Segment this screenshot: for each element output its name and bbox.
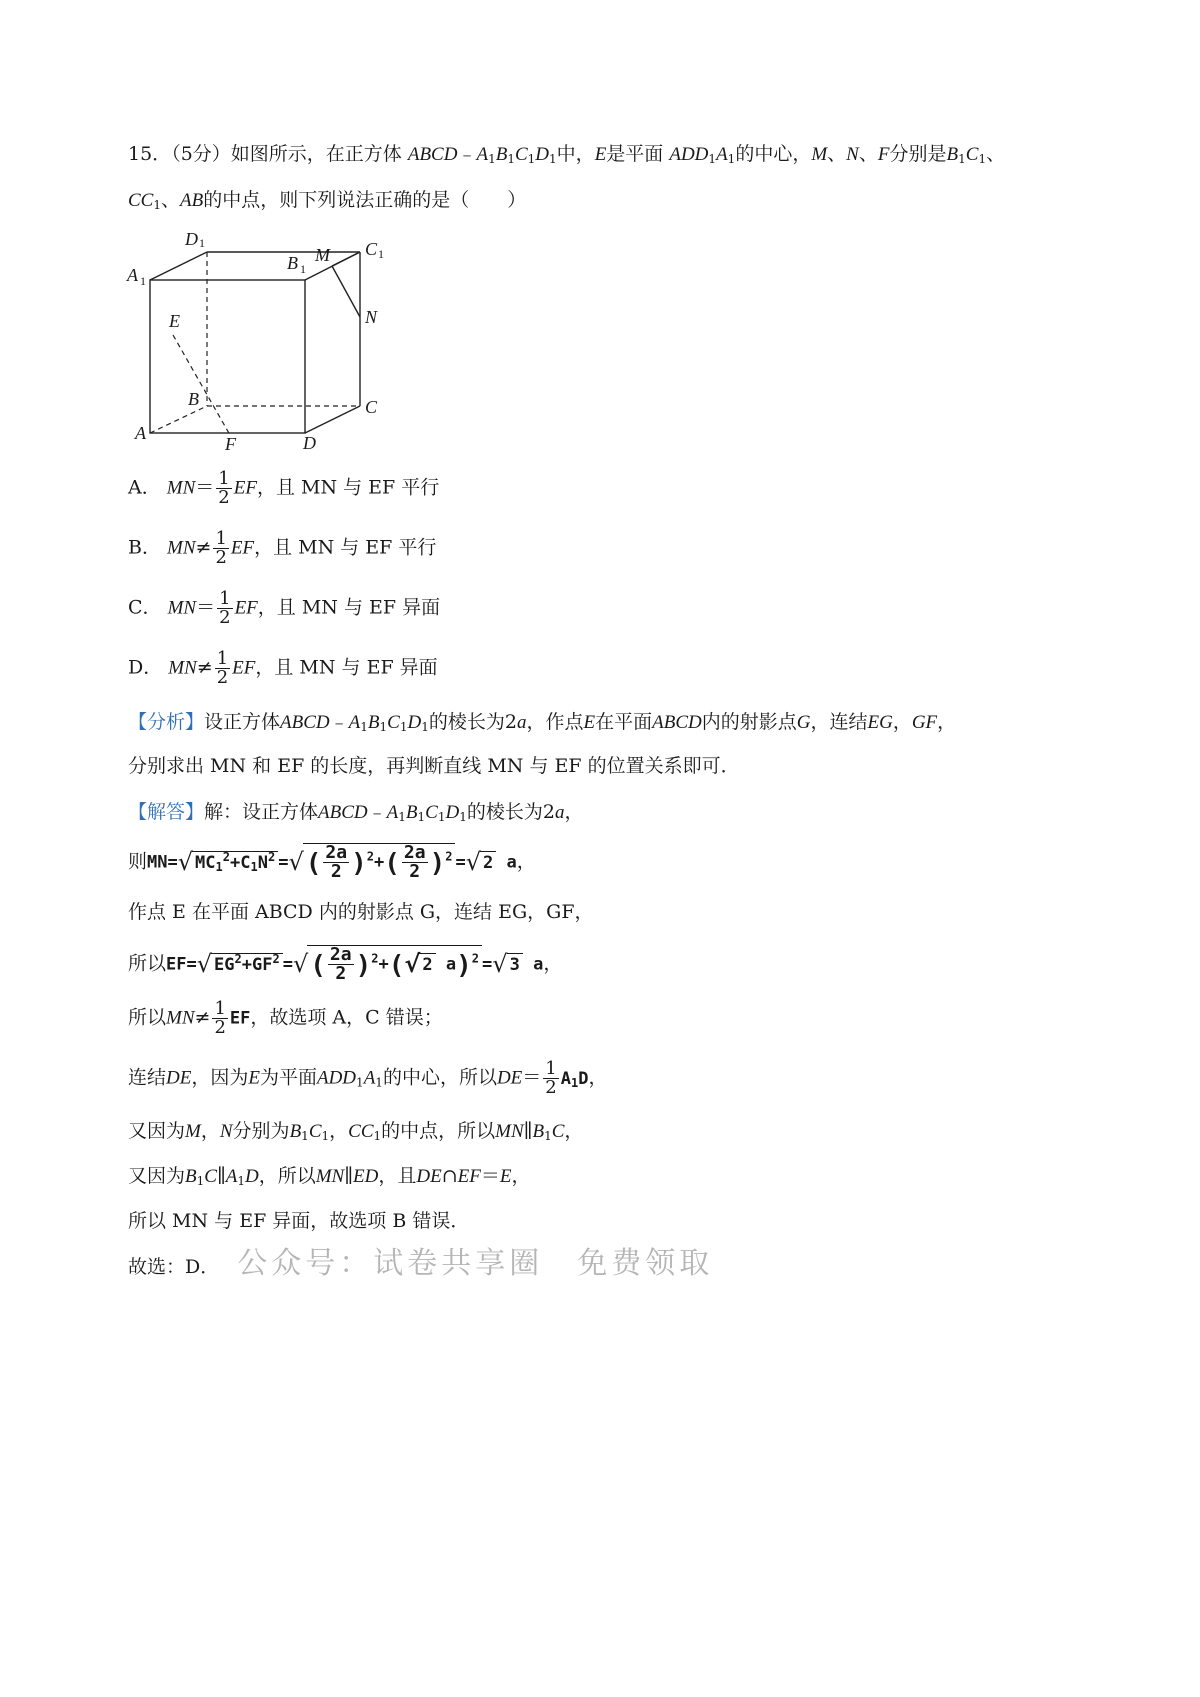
label-A1: A (127, 265, 138, 285)
option-a: A． MN＝ $\frac{1}{2}$ EF，且 MN 与 EF 平行 (128, 468, 440, 508)
label-M: M (315, 245, 330, 265)
label-B: B (188, 389, 199, 409)
solution-line-5: 所以MN≠ $\frac{1}{2}$ EF，故选项 A，C 错误； (128, 998, 443, 1038)
question-line-1: 15．（5分）如图所示，在正方体 $ABCD﹣A_1B_1C_1D_1$中，E是平面 $ADD_1A_1$的中心，M、N、F分别是$B_1C_1$、 (128, 143, 1006, 166)
option-d: D． MN≠ $\frac{1}{2}$ EF，且 MN 与 EF 异面 (128, 648, 438, 688)
label-B1: B (287, 253, 298, 273)
question-line-2: $CC_1$、AB的中点，则下列说法正确的是（ ） (128, 189, 527, 212)
watermark: 公众号：试卷共享圈 免费领取 (237, 1246, 714, 1281)
solution-mn-formula: 则MN=√ $MC_1^2+C_1N^2$ =√( $\frac{2a}{2}$ )$^2$+( $\frac{2a}{2}$ )$^2$ =√ 2 a， (128, 842, 536, 882)
svg-text:1: 1 (140, 274, 146, 288)
question-score: （5分） (171, 143, 231, 165)
label-F: F (225, 434, 236, 454)
label-N: N (365, 307, 378, 327)
solution-line-7: 又因为M，N分别为$B_1C_1$，$CC_1$的中点，所以$MN\parallel B_1C$， (128, 1120, 584, 1143)
solution-line-3: 作点 E 在平面 ABCD 内的射影点 G，连结 EG，GF， (128, 901, 594, 923)
label-D1: D (185, 229, 198, 249)
svg-text:1: 1 (378, 247, 384, 261)
analysis-line-2: 分别求出 MN 和 EF 的长度，再判断直线 MN 与 EF 的位置关系即可． (128, 755, 740, 777)
label-E: E (169, 311, 180, 331)
option-b: B． MN≠ $\frac{1}{2}$ EF，且 MN 与 EF 平行 (128, 528, 437, 568)
svg-text:1: 1 (199, 236, 205, 250)
solution-line-6: 连结DE，因为E为平面$ADD_1A_1$的中心，所以DE＝ $\frac{1}{2}$ $A_1D$， (128, 1058, 608, 1098)
question-number: 15． (128, 143, 172, 165)
analysis-line-1: 【分析】设正方体$ABCD﹣A_1B_1C_1D_1$的棱长为2a，作点E在平面ABCD内的射影点G，连结EG，GF， (128, 711, 957, 734)
option-c: C． MN＝ $\frac{1}{2}$ EF，且 MN 与 EF 异面 (128, 588, 441, 628)
label-C1: C (365, 239, 378, 259)
solution-line-8: 又因为$B_1C\parallel A_1D$，所以MN∥ED，且DE∩EF＝E， (128, 1165, 531, 1188)
label-D: D (303, 433, 316, 453)
label-C: C (365, 397, 378, 417)
svg-text:1: 1 (300, 262, 306, 276)
solution-line-10: 故选：D． 公众号：试卷共享圈 免费领取 (128, 1246, 714, 1281)
solution-tag: 【解答】 (128, 801, 205, 823)
solution-line-1: 【解答】解：设正方体$ABCD﹣A_1B_1C_1D_1$的棱长为2a， (128, 801, 584, 824)
solution-ef-formula: 所以EF=√ $EG^2+GF^2$ =√( $\frac{2a}{2}$ )$^2$+(√ 2 a)$^2$ =√ 3 a， (128, 944, 563, 984)
solution-line-9: 所以 MN 与 EF 异面，故选项 B 错误． (128, 1210, 470, 1232)
cube-figure (125, 225, 415, 460)
analysis-tag: 【分析】 (128, 711, 205, 733)
label-A: A (135, 423, 146, 443)
